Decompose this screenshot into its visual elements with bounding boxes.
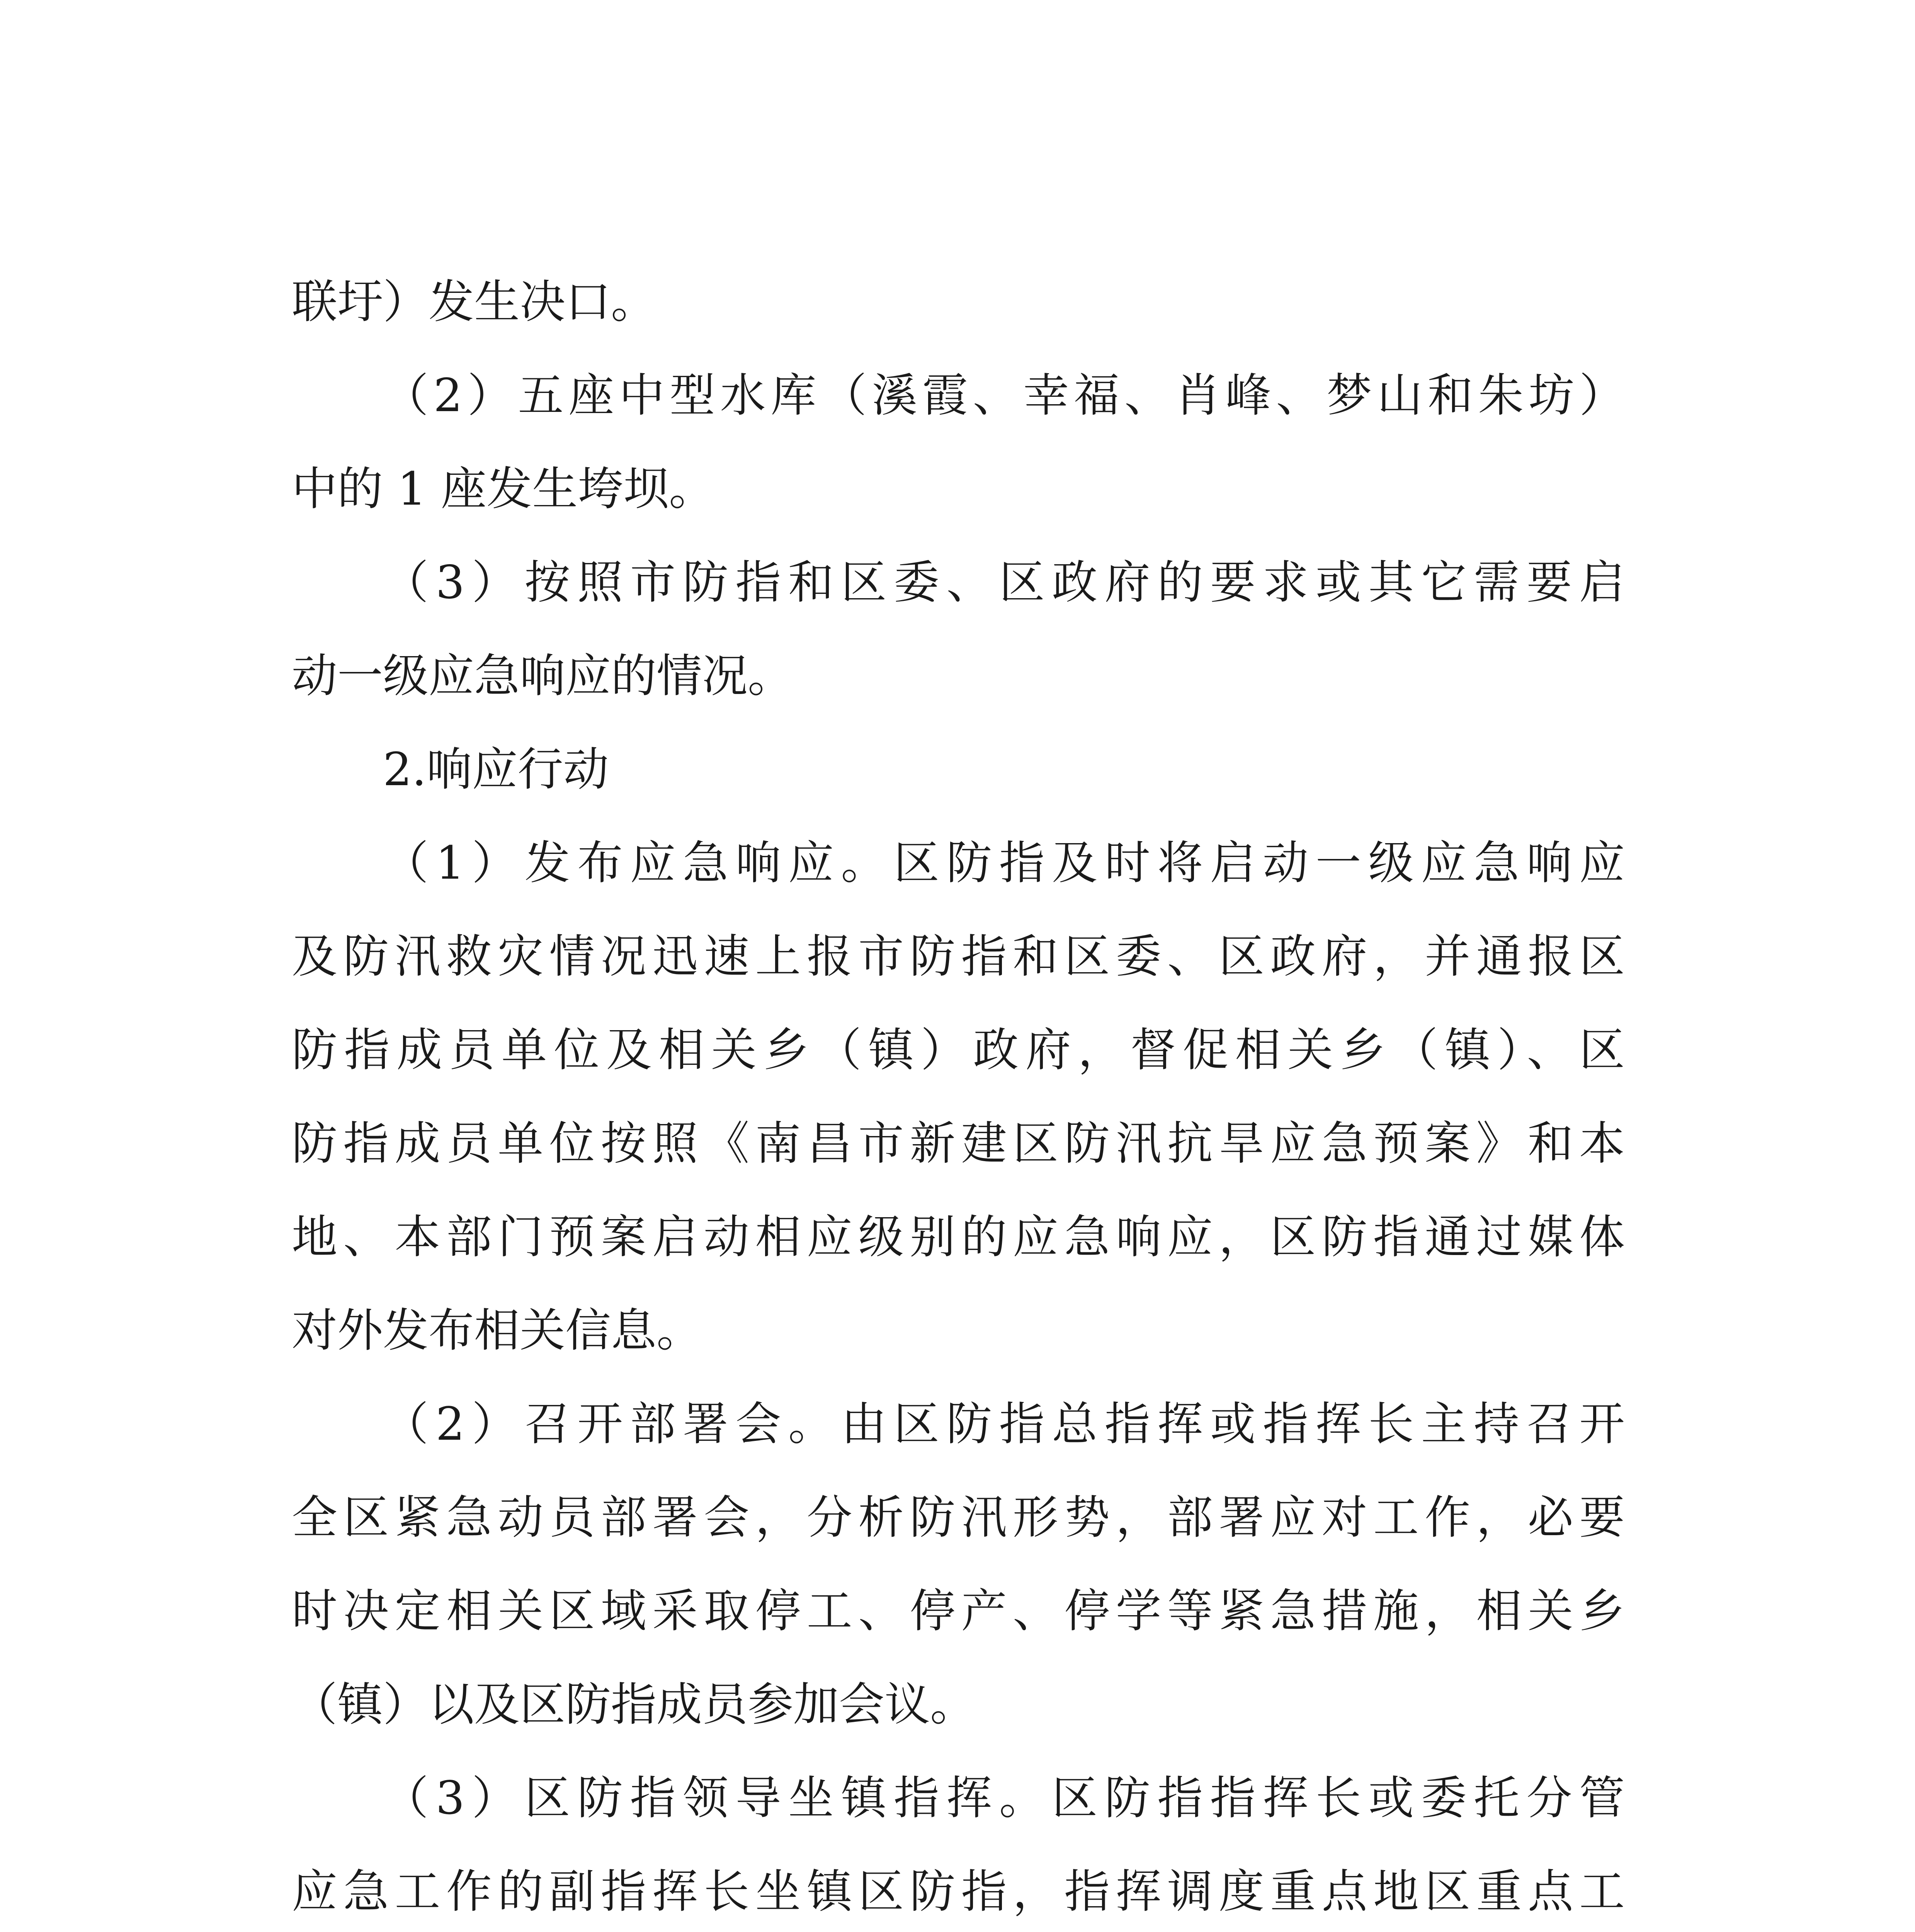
text-line: 地、本部门预案启动相应级别的应急响应，区防指通过媒体	[292, 1210, 1625, 1264]
text-line: 防指成员单位及相关乡（镇）政府，督促相关乡（镇）、区	[292, 1023, 1625, 1077]
text-line: （3）按照市防指和区委、区政府的要求或其它需要启	[383, 556, 1625, 609]
text-line: （3）区防指领导坐镇指挥。区防指指挥长或委托分管	[383, 1771, 1625, 1825]
text-line: （2）召开部署会。由区防指总指挥或指挥长主持召开	[383, 1397, 1625, 1451]
section-heading: 2.响应行动	[383, 743, 609, 796]
text-line: 及防汛救灾情况迅速上报市防指和区委、区政府，并通报区	[292, 930, 1625, 983]
text-line: 联圩）发生决口。	[292, 275, 657, 328]
text-line: 中的 1 座发生垮坝。	[292, 462, 715, 515]
text-line: 动一级应急响应的情况。	[292, 649, 794, 702]
text-line: （1）发布应急响应。区防指及时将启动一级应急响应	[383, 836, 1625, 889]
text-line: （镇）以及区防指成员参加会议。	[292, 1678, 976, 1731]
text-line: 全区紧急动员部署会，分析防汛形势，部署应对工作，必要	[292, 1491, 1625, 1544]
text-line: 时决定相关区域采取停工、停产、停学等紧急措施，相关乡	[292, 1584, 1625, 1638]
text-line: 对外发布相关信息。	[292, 1304, 702, 1357]
text-line: （2）五座中型水库（溪霞、幸福、肖峰、梦山和朱坊）	[383, 369, 1625, 422]
text-line: 防指成员单位按照《南昌市新建区防汛抗旱应急预案》和本	[292, 1117, 1625, 1170]
body-text	[292, 255, 1625, 1932]
text-line: 应急工作的副指挥长坐镇区防指，指挥调度重点地区重点工	[292, 1865, 1625, 1918]
